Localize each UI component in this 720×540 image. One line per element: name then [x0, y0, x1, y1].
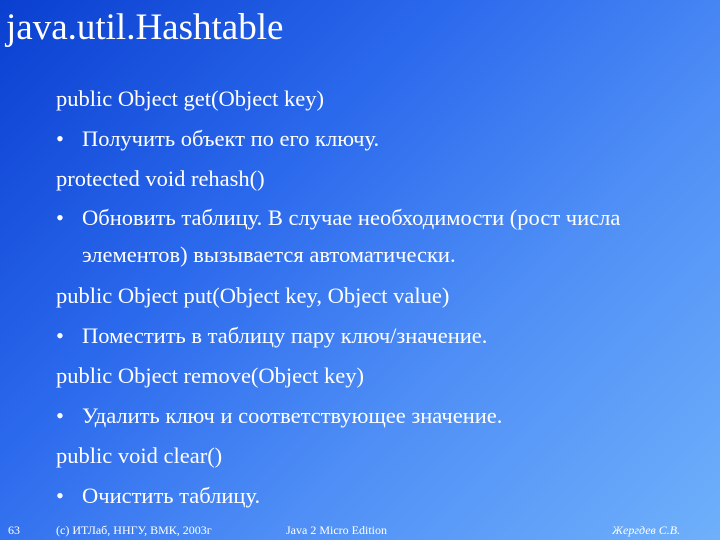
- method-signature-put: public Object put(Object key, Object value): [56, 283, 450, 308]
- bullet-icon: •: [56, 126, 64, 151]
- method-description-get: [56, 119, 706, 159]
- method-description-rehash: [56, 199, 706, 273]
- method-description-text: Поместить в таблицу пару ключ/значение.: [82, 323, 488, 348]
- bullet-icon: •: [56, 323, 64, 348]
- footer-copyright: (с) ИТЛаб, ННГУ, ВМК, 2003г: [56, 523, 212, 537]
- bullet-icon: •: [56, 403, 64, 428]
- footer-author: Жергдев С.В.: [612, 523, 681, 537]
- method-description-text: Получить объект по его ключу.: [82, 126, 380, 151]
- method-description-text: Обновить таблицу. В случае необходимости (рост числа элементов) вызывается автоматически.: [82, 205, 621, 267]
- method-description-remove: [56, 396, 706, 436]
- method-list: [56, 79, 706, 516]
- bullet-icon: •: [56, 483, 64, 508]
- slide-number: 63: [8, 523, 20, 537]
- bullet-icon: •: [56, 205, 64, 230]
- method-signature-remove: public Object remove(Object key): [56, 363, 365, 388]
- method-signature-clear: public void clear(): [56, 443, 223, 468]
- method-description-put: [56, 316, 706, 356]
- method-description-text: Удалить ключ и соответствующее значение.: [82, 403, 503, 428]
- slide-title: java.util.Hashtable: [6, 7, 284, 48]
- method-signature-rehash: protected void rehash(): [56, 166, 265, 191]
- method-description-clear: [56, 476, 706, 516]
- method-signature-get: public Object get(Object key): [56, 86, 325, 111]
- footer-course-title: Java 2 Micro Edition: [286, 523, 387, 537]
- method-description-text: Очистить таблицу.: [82, 483, 261, 508]
